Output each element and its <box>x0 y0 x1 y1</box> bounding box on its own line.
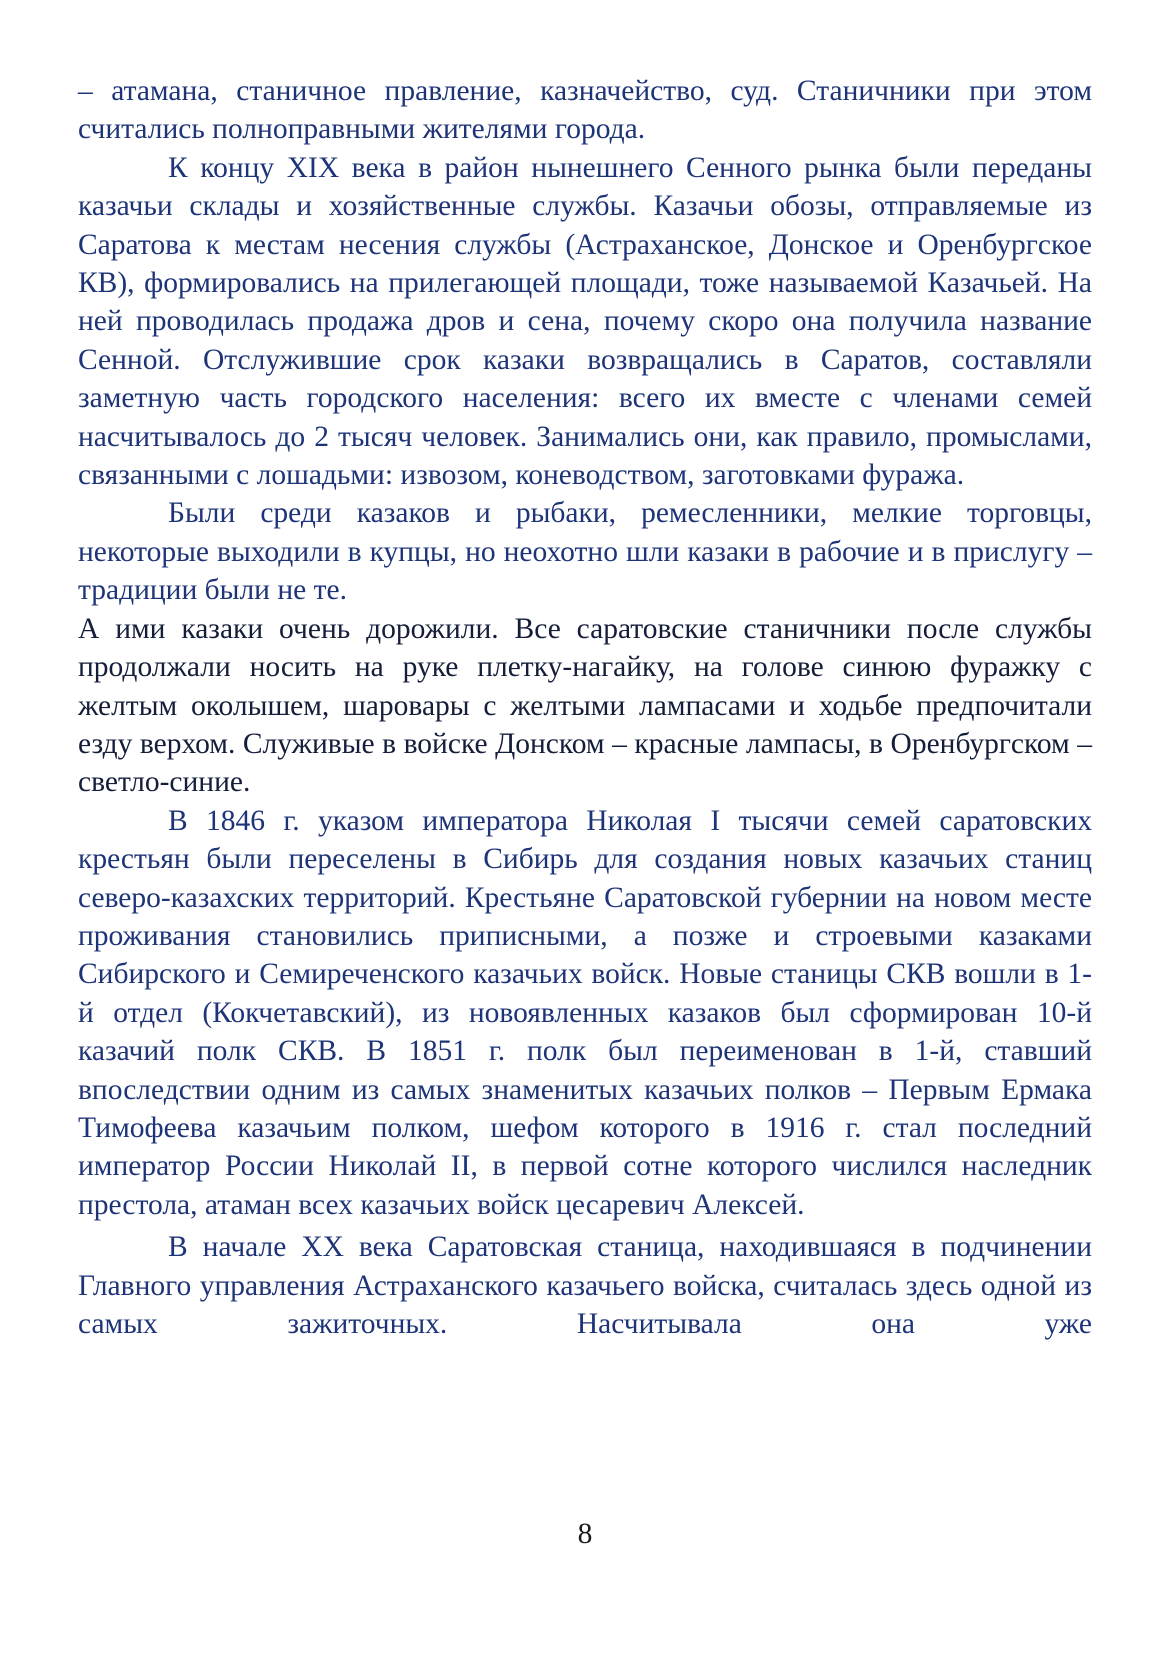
paragraph-2: К концу XIX века в район нынешнего Сенного рынка были переданы казачьи склады и хозяйственные службы. Казачьи обозы, отправляемые из Саратова к местам несения службы (Астраханское, Донское и Оренбургское КВ), формировались на прилегающей площади, тоже называемой Казачьей. На ней проводилась продажа дров и сена, почему скоро она получила название Сенной. Отслужившие срок казаки возвращались в Саратов, составляли заметную часть городского населения: всего их вместе с членами семей насчитывалось до 2 тысяч человек. Занимались они, как правило, промыслами, связанными с лошадьми: извозом, коневодством, заготовками фуража. <box>78 151 1092 492</box>
paragraph-5: В 1846 г. указом императора Николая I тысячи семей саратовских крестьян были переселены в Сибирь для создания новых казачьих станиц северо-казахских территорий. Крестьяне Саратовской губернии на новом месте проживания становились приписными, а позже и строевыми казаками Сибирского и Семиреченского казачьих войск. Новые станицы СКВ вошли в 1-й отдел (Кокчетавский), из новоявленных казаков был сформирован 10-й казачий полк СКВ. В 1851 г. полк был переименован в 1-й, ставший впоследствии одним из самых знаменитых казачьих полков – Первым Ермака Тимофеева казачьим полком, шефом которого в 1916 г. стал последний император России Николай II, в первой сотне которого числился наследник престола, атаман всех казачьих войск цесаревич Алексей. <box>78 804 1092 1221</box>
paragraph-1: – атамана, станичное правление, казначейство, суд. Станичники при этом считались полноправными жителями города. <box>78 75 1092 146</box>
paragraph-6: В начале XX века Саратовская станица, находившаяся в подчинении Главного управления Астраханского казачьего войска, считалась здесь одной из самых зажиточных. Насчитывала она уже <box>78 1231 1092 1340</box>
document-page <box>78 72 1092 1343</box>
paragraph-4: А ими казаки очень дорожили. Все саратовские станичники после службы продолжали носить на руке плетку-нагайку, на голове синюю фуражку с желтым околышем, шаровары с желтыми лампасами и ходьбе предпочитали езду верхом. Служивые в войске Донском – красные лампасы, в Оренбургском – светло-синие. <box>78 612 1092 799</box>
paragraph-3: Были среди казаков и рыбаки, ремесленники, мелкие торговцы, некоторые выходили в купцы, но неохотно шли казаки в рабочие и в прислугу – традиции были не те. <box>78 497 1092 607</box>
page-number: 8 <box>577 1518 593 1550</box>
